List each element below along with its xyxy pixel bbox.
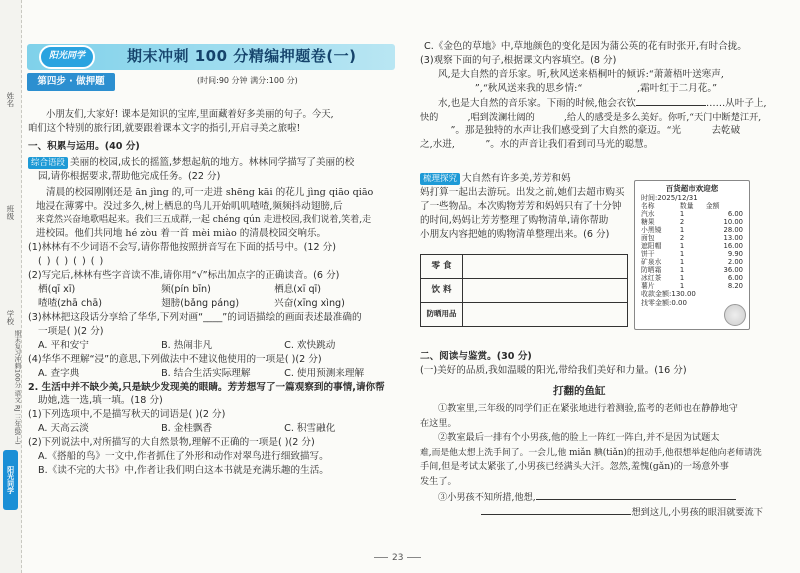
q3-line-5: ”。那是独特的水声让我们感受到了大自然的豪迈。“光 去乾破 [420,124,741,136]
shop-answer-snacks[interactable] [463,255,628,279]
story-p2-d: 发生了。 [420,475,457,487]
receipt-row [641,242,743,250]
q1-3-b: 一项是( )(2 分) [38,325,104,337]
section-1-title: 一、积累与运用。(40 分) [28,141,140,152]
pron-option-3[interactable]: 栖息(xī qī) [274,284,321,296]
q3-line-6: 之,水进, ”。水的声音让我们看到司马光的聪慧。 [420,138,654,150]
receipt-row [641,250,743,258]
section-2-title: 二、阅读与鉴赏。(30 分) [420,351,532,362]
story-answer-blank[interactable] [536,490,736,500]
q4-text-d: 的时间,妈妈让芳芳整理了购物清单,请你帮助 [420,214,609,226]
q2-1-option-c[interactable]: C. 积雪融化 [284,423,336,435]
q2-1-option-b[interactable]: B. 金桂飘香 [161,423,213,435]
reading-intro: (一)美好的品质,我如温暖的阳光,带给我们美好和力量。(16 分) [420,364,687,376]
story-p2-b: 难,而是他太想上洗手间了。一会儿,他 miǎn 腆(tiǎn)的扭动手,他很想举起他向老师请洗 [420,448,762,459]
q1-4: (4)华华不理解“浸”的意思,下列做法中不建议他使用的一项是( )(2 分) [28,353,322,365]
receipt-change-value: 0.00 [671,298,687,307]
receipt-amount: 28.00 [723,226,743,235]
receipt-qty: 1 [679,250,685,259]
q4-text-b: 妈打算一起出去游玩。出发之前,她们去超市购买 [420,186,625,198]
logo-text: 阳光同学 [39,45,95,68]
q1-3-option-b[interactable]: B. 热闹非凡 [161,339,213,351]
pron-option-2[interactable]: 频(pín bīn) [161,284,211,296]
shop-answer-sunscreen[interactable] [463,303,628,327]
story-body [420,402,765,521]
receipt-sum-label: 收款金额: [641,290,672,299]
q1-2: (2)写完后,林林有些字音读不准,请你用“√”标出加点字的正确读音。(6 分) [28,270,340,282]
shop-answer-drinks[interactable] [463,279,628,303]
shop-row-drinks [421,279,628,303]
story-p2-a: ②教室最后一排有个小男孩,他的脸上一阵红一阵白,并不是因为试题太 [438,432,720,444]
receipt-qty: 1 [679,242,685,251]
exam-meta: (时间:90 分钟 满分:100 分) [197,76,298,85]
receipt-col-qty: 数量 [679,202,694,211]
story-p1-b: 在这里。 [420,417,457,429]
receipt-time: 时间:2025/12/31 [641,193,698,202]
q4-block [420,172,632,242]
q2-2-option-b[interactable]: B.《读不完的大书》中,作者让我们明白这本书就是充满乐趣的生活。 [38,464,329,476]
shopping-receipt [634,180,750,330]
q4-text-c: 了一些物品。本次购物芳芳和妈妈只有了十分钟 [420,200,622,212]
shop-row-snacks [421,255,628,279]
q3: (3)观察下面的句子,根据课文内容填空。(8 分) [420,54,617,66]
page-number: 23 [370,552,425,565]
intro-line-1: 小朋友们,大家好! 课本是知识的宝库,里面藏着好多美丽的句子。今天, [46,109,334,120]
header-logo [31,42,103,72]
story-p3: ③小男孩不知所措,他想, [438,491,536,503]
receipt-col-name: 名称 [641,202,655,211]
receipt-change-label: 找零金额: [641,298,672,307]
q1-tag: 综合语段 [28,157,68,169]
receipt-item: 防晒霜 [641,266,662,275]
story-p1-a: ①教室里,三年级的同学们正在紧张地进行着测验,监考的老师也在静静地守 [438,403,738,414]
step-badge: 第四步 · 做押题 [27,73,115,91]
pron-option-6[interactable]: 兴奋(xīng xìng) [274,298,345,310]
receipt-item: 矿泉水 [641,258,662,267]
receipt-amount: 13.00 [723,234,743,243]
receipt-row [641,274,743,282]
q1-4-option-a[interactable]: A. 查字典 [38,367,80,379]
receipt-amount: 2.00 [727,258,743,267]
receipt-qty: 1 [679,282,685,291]
class-label: 班级 [5,205,15,220]
reading-section [420,350,760,378]
shopping-list-table [420,254,628,327]
name-label: 姓名 [5,92,15,107]
q3-line-4: 快的 ,唱到泼澜壮阔的 ,给人的感受是多么美好。你听,“天门中断楚江开, [420,111,762,123]
q4-text-e: 小朋友内容把她的购物清单整理出来。(6 分) [420,228,610,240]
q1-3-a: (3)林林把这段话分享给了华华,下列对画“____”的词语描绘的画面表述最准确的 [28,312,362,324]
receipt-amount: 6.00 [727,274,743,283]
receipt-item: 薯片 [641,282,655,291]
receipt-table [641,202,743,290]
receipt-qty: 2 [679,234,685,243]
receipt-item: 汽水 [641,210,655,219]
receipt-amount: 9.90 [727,250,743,259]
left-questions [28,140,400,478]
q3-line-2: ”,“秋风送来我的思乡情:“ ,霜叶红于二月花。” [420,82,718,94]
left-column [28,108,400,135]
passage-line-1: 清晨的校园刚刚还是 ān jìng 的,可一走进 shēng kāi 的花儿 jìng qiāo qiāo [46,186,374,198]
q4-tag: 梳理探究 [420,173,460,185]
receipt-item: 冰红茶 [641,274,662,283]
receipt-sum-value: 130.00 [671,290,696,299]
receipt-item: 糖果 [641,218,655,227]
story-p2-c: 手间,但是考试太紧张了,小男孩已经满头大汗。忽然,羞愧(gǎn)的一场意外事 [420,461,729,473]
publisher-logo: 阳光同学 [3,450,18,510]
story-answer-blank-2[interactable] [481,505,631,515]
blank-1[interactable] [636,96,706,106]
receipt-qty: 1 [679,266,685,275]
receipt-qty: 1 [679,274,685,283]
q1-3-option-c[interactable]: C. 欢快跳动 [284,339,336,351]
q2-1: (1)下列选项中,不是描写秋天的词语是( )(2 分) [28,409,226,421]
intro-line-2: 咱们这个特别的旅行团,就要跟着课本文字的指引,开启寻美之旅啦! [28,122,301,134]
passage-line-3: 来竟然兴奋地歌唱起来。我们三五成群,一起 chéng qún 走进校园,我们说着,笑着,走 [36,214,372,225]
receipt-row [641,210,743,218]
q1-text-b: 园,请你根据要求,帮助他完成任务。(22 分) [38,170,221,182]
passage-line-2: 地浸在薄雾中。没过多久,树上栖息的鸟儿开始叽叽喳喳,频频抖动翅膀,后 [36,200,343,212]
receipt-qty: 1 [679,210,685,219]
q2-text-b: 助她,选一选,填一填。(18 分) [38,395,163,407]
story-p3-b: 想到这儿,小男孩的眼泪就要流下 [631,507,763,519]
receipt-row [641,218,743,226]
q1-4-option-b[interactable]: B. 结合生活实际理解 [161,367,251,379]
page-title: 期末冲刺 100 分精编押题卷(一) [127,47,357,65]
shop-category-snacks: 零 食 [421,255,463,279]
book-label: 期末复习冲刺100分 语文 RJ 三年级(上) [13,330,22,445]
receipt-col-amount: 金额 [705,202,720,211]
q1-3-option-a[interactable]: A. 平和安宁 [38,339,89,351]
q1-text-a: 美丽的校园,成长的摇篮,梦想起航的地方。林林同学描写了美丽的校 [70,156,355,168]
receipt-item: 饼干 [641,250,655,259]
q3-line-1: 风,是大自然的音乐家。听,秋风送来梧桐叶的倾诉:“萧萧梧叶送寒声, [438,68,724,80]
receipt-header-row [641,202,743,210]
answer-brackets[interactable]: ( ) ( ) ( ) ( ) [38,256,105,268]
q3-line-3b: ……从叶子上, [705,97,767,109]
passage-line-4: 进校园。他们共同地 hé zòu 着一首 mèi miào 的清晨校园交响乐。 [36,227,327,239]
q2-2-option-c[interactable]: C.《金色的草地》中,草地颜色的变化是因为蒲公英的花有时张开,有时合拢。 [424,41,747,52]
receipt-item: 遮阳帽 [641,242,662,251]
receipt-amount: 36.00 [723,266,743,275]
story-title: 打翻的鱼缸 [553,385,606,397]
receipt-row [641,226,743,234]
q3-line-3: 水,也是大自然的音乐家。下雨的时候,他会衣钦 [438,97,636,109]
shop-category-drinks: 饮 料 [421,279,463,303]
receipt-item: 小黑镜 [641,226,662,235]
q1-1: (1)林林有不少词语不会写,请你帮他按照拼音写在下面的括号中。(12 分) [28,242,337,254]
q1-4-option-c[interactable]: C. 使用预测来理解 [284,367,365,379]
receipt-amount: 10.00 [723,218,743,227]
pron-option-1[interactable]: 栖(qī xī) [38,284,76,296]
pron-option-5[interactable]: 翅膀(bǎng páng) [161,298,240,310]
school-label: 学校 [5,310,15,325]
shop-row-sunscreen [421,303,628,327]
receipt-qty: 2 [679,218,685,227]
shop-category-sunscreen: 防晒用品 [421,303,463,327]
right-column-top [420,40,767,152]
exam-header [27,42,395,102]
receipt-amount: 16.00 [723,242,743,251]
receipt-amount: 8.20 [727,282,743,291]
q4-text-a: 大自然有许多美,芳芳和妈 [462,173,571,184]
q2-2-option-a[interactable]: A.《搭船的鸟》一文中,作者抓住了外形和动作对翠鸟进行细致描写。 [38,451,329,463]
q2-text-a: 2. 生活中并不缺少美,只是缺少发现美的眼睛。芳芳想写了一篇观察到的事情,请你帮 [28,381,385,393]
award-ribbon-icon [724,304,746,326]
q2-2: (2)下列说法中,对所描写的大自然景物,理解不正确的一项是( )(2 分) [28,437,315,449]
receipt-qty: 1 [679,258,685,267]
receipt-title: 百货超市欢迎您 [665,184,719,193]
binding-strip [0,0,22,573]
receipt-qty: 1 [679,226,685,235]
receipt-row [641,234,743,242]
receipt-item: 面包 [641,234,655,243]
q2-1-option-a[interactable]: A. 天高云淡 [38,423,89,435]
receipt-amount: 6.00 [727,210,743,219]
pron-option-4[interactable]: 喳喳(zhā chā) [38,298,102,310]
